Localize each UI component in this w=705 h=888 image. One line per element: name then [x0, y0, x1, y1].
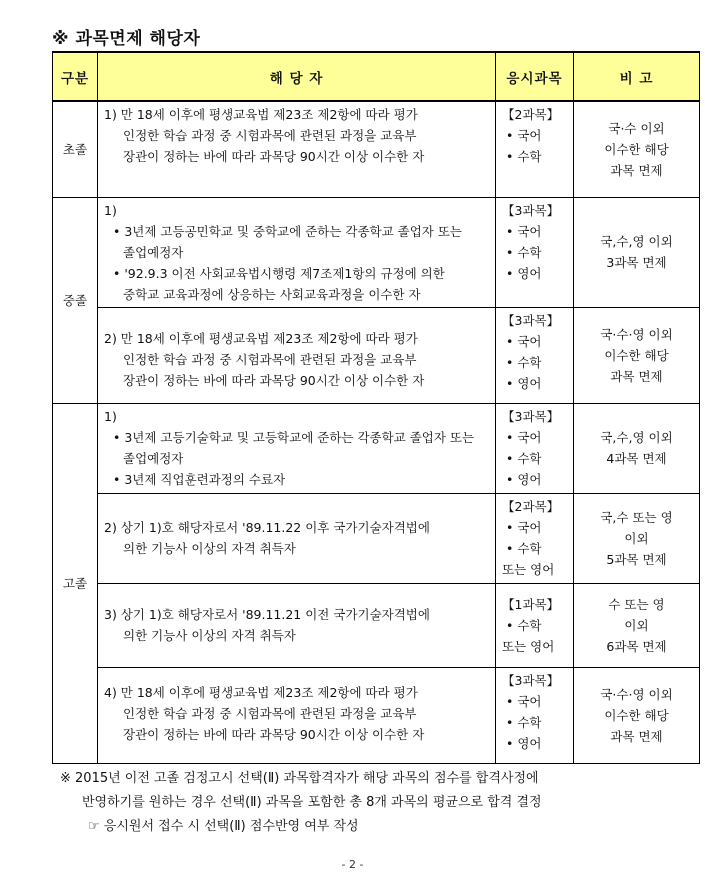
remark-line: 국·수·영 이외: [600, 686, 673, 702]
target-cell: [98, 403, 496, 493]
remark-line: 이수한 해당: [604, 707, 669, 723]
target-line: 1) 만 18세 이후에 평생교육법 제23조 제2항에 따라 평가: [104, 107, 418, 122]
remark-line: 국·수·영 이외: [600, 326, 673, 342]
footnote: [60, 767, 700, 839]
table-row: [53, 667, 700, 763]
target-line: 졸업예정자: [123, 244, 184, 260]
table-row: [53, 307, 700, 403]
subject-item: • 수학: [506, 149, 542, 164]
subject-item: • 수학: [506, 354, 542, 370]
remark-line: 국,수 또는 영: [600, 509, 673, 525]
subjects-cell: [496, 101, 574, 197]
subject-item: • 국어: [506, 519, 542, 535]
footnote-tip: ☞ 응시원서 접수 시 선택(Ⅱ) 점수반영 여부 작성: [88, 819, 359, 834]
remark-cell: [574, 667, 700, 763]
subject-count: 【3과목】: [502, 202, 560, 218]
target-cell: [98, 307, 496, 403]
remark-cell: [574, 307, 700, 403]
remark-line: 3과목 면제: [606, 255, 667, 270]
subject-item: • 국어: [506, 333, 542, 349]
subject-count: 【2과목】: [502, 107, 560, 122]
target-line: 의한 기능사 이상의 자격 취득자: [123, 541, 296, 556]
target-line: 장관이 정하는 바에 따라 과목당 90시간 이상 이수한 자: [123, 726, 425, 742]
remark-line: 이수한 해당: [604, 141, 669, 157]
subject-count: 【2과목】: [502, 498, 560, 514]
subject-count: 【1과목】: [502, 596, 560, 612]
subject-item: 또는 영어: [502, 561, 555, 577]
remark-line: 이외: [624, 617, 649, 633]
table-row: [53, 197, 700, 307]
remark-line: 국,수,영 이외: [600, 234, 673, 249]
subjects-cell: [496, 197, 574, 307]
subject-item: • 국어: [506, 693, 542, 709]
category-elementary: 초졸: [53, 101, 98, 197]
subject-item: • 수학: [506, 244, 542, 260]
subject-item: • 수학: [506, 450, 542, 466]
subject-count: 【3과목】: [502, 672, 560, 688]
category-high: 고졸: [53, 403, 98, 763]
target-cell: [98, 101, 496, 197]
subjects-cell: [496, 667, 574, 763]
target-bullet: • 3년제 고등기술학교 및 고등학교에 준하는 각종학교 졸업자 또는: [113, 429, 475, 445]
subject-item: • 수학: [506, 617, 542, 633]
footnote-line: ※ 2015년 이전 고졸 검정고시 선택(Ⅱ) 과목합격자가 해당 과목의 점수를 합격사정에: [60, 771, 539, 786]
remark-line: 6과목 면제: [606, 638, 667, 654]
target-bullet: • '92.9.3 이전 사회교육법시행령 제7조제1항의 규정에 의한: [113, 265, 445, 281]
subjects-cell: [496, 583, 574, 667]
remark-cell: [574, 101, 700, 197]
remark-line: 과목 면제: [610, 162, 663, 178]
item-number: 1): [104, 408, 117, 424]
table-row: [53, 583, 700, 667]
subject-item: • 국어: [506, 128, 542, 143]
target-cell: [98, 493, 496, 583]
target-bullet: • 3년제 고등공민학교 및 중학교에 준하는 각종학교 졸업자 또는: [113, 223, 462, 239]
page-number: - 2 -: [341, 858, 364, 871]
target-line: 중학교 교육과정에 상응하는 사회교육과정을 이수한 자: [123, 286, 421, 302]
remark-line: 국,수,영 이외: [600, 430, 673, 445]
target-cell: [98, 197, 496, 307]
target-line: 인정한 학습 과정 중 시험과목에 관련된 과정을 교육부: [123, 128, 417, 143]
remark-cell: [574, 403, 700, 493]
subjects-cell: [496, 403, 574, 493]
subjects-cell: [496, 307, 574, 403]
table-row: [53, 403, 700, 493]
header-category: 구분: [53, 52, 98, 101]
target-line: 인정한 학습 과정 중 시험과목에 관련된 과정을 교육부: [123, 705, 417, 721]
remark-line: 이수한 해당: [604, 347, 669, 363]
remark-line: 4과목 면제: [606, 451, 667, 466]
remark-line: 5과목 면제: [606, 551, 667, 567]
subjects-cell: [496, 493, 574, 583]
section-title: ※ 과목면제 해당자: [52, 29, 201, 49]
remark-cell: [574, 583, 700, 667]
subject-item: 또는 영어: [502, 638, 555, 654]
remark-cell: [574, 493, 700, 583]
subject-item: • 영어: [506, 375, 542, 391]
category-middle: 중졸: [53, 197, 98, 403]
target-line: 장관이 정하는 바에 따라 과목당 90시간 이상 이수한 자: [123, 149, 425, 164]
target-line: 의한 기능사 이상의 자격 취득자: [123, 628, 296, 643]
subject-item: • 수학: [506, 714, 542, 730]
exemption-table: [52, 51, 700, 764]
footnote-line: 반영하기를 원하는 경우 선택(Ⅱ) 과목을 포함한 총 8개 과목의 평균으로 합격 결정: [82, 795, 542, 810]
target-line: 졸업예정자: [123, 450, 184, 466]
remark-line: 과목 면제: [610, 368, 663, 384]
subject-item: • 수학: [506, 540, 542, 556]
remark-line: 과목 면제: [610, 728, 663, 744]
target-line: 4) 만 18세 이후에 평생교육법 제23조 제2항에 따라 평가: [104, 684, 418, 700]
remark-line: 수 또는 영: [608, 596, 665, 612]
target-line: 2) 만 18세 이후에 평생교육법 제23조 제2항에 따라 평가: [104, 330, 418, 346]
remark-cell: [574, 197, 700, 307]
header-target: 해 당 자: [98, 52, 496, 101]
target-line: 인정한 학습 과정 중 시험과목에 관련된 과정을 교육부: [123, 351, 417, 367]
subject-count: 【3과목】: [502, 408, 560, 424]
subject-item: • 국어: [506, 429, 542, 445]
target-line: 2) 상기 1)호 해당자로서 '89.11.22 이후 국가기술자격법에: [104, 520, 430, 535]
remark-line: 국·수 이외: [608, 120, 665, 136]
target-bullet: • 3년제 직업훈련과정의 수료자: [113, 471, 286, 487]
subject-item: • 국어: [506, 223, 542, 239]
table-row: [53, 101, 700, 197]
subject-item: • 영어: [506, 735, 542, 751]
target-cell: [98, 667, 496, 763]
table-header-row: [53, 52, 700, 101]
remark-line: 이외: [624, 530, 649, 546]
table-row: [53, 493, 700, 583]
target-line: 장관이 정하는 바에 따라 과목당 90시간 이상 이수한 자: [123, 372, 425, 388]
target-line: 3) 상기 1)호 해당자로서 '89.11.21 이전 국가기술자격법에: [104, 607, 430, 622]
header-subjects: 응시과목: [496, 52, 574, 101]
item-number: 1): [104, 202, 117, 218]
subject-count: 【3과목】: [502, 312, 560, 328]
subject-item: • 영어: [506, 265, 542, 281]
header-remark: 비 고: [574, 52, 700, 101]
target-cell: [98, 583, 496, 667]
subject-item: • 영어: [506, 471, 542, 487]
